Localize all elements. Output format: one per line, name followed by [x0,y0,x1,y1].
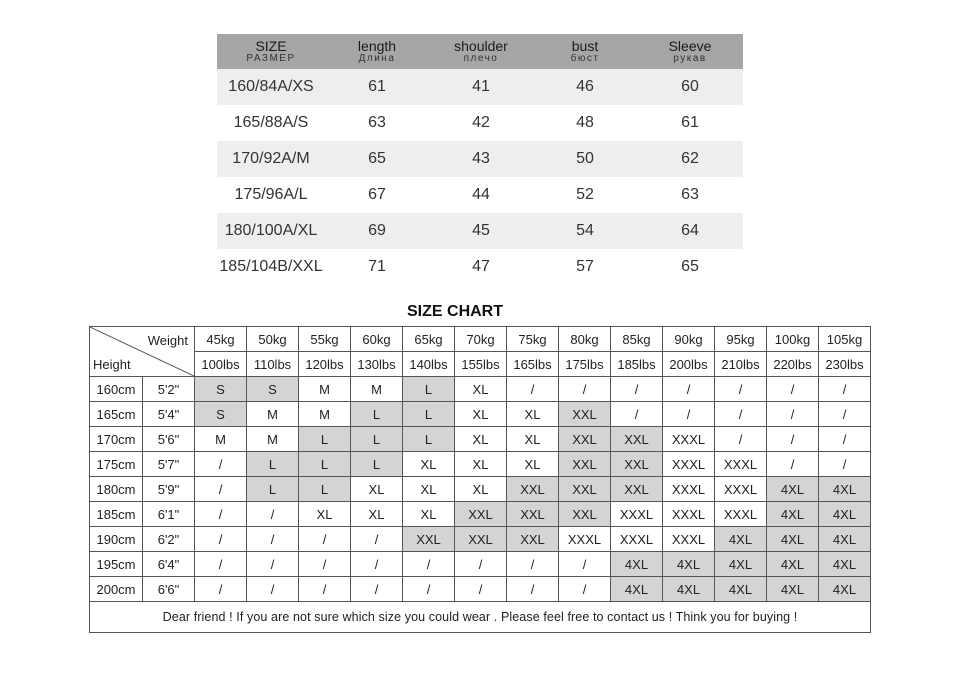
measurement-row [217,105,743,141]
size-cell: 4XL [819,477,871,502]
size-cell: / [247,552,299,577]
size-cell: / [819,427,871,452]
weight-lbs-cell: 120lbs [299,352,351,377]
weight-lbs-cell: 230lbs [819,352,871,377]
size-cell: XL [507,427,559,452]
size-cell: 4XL [715,577,767,602]
weight-kg-cell: 45kg [195,327,247,352]
weight-label: Weight [147,333,188,348]
size-cell: / [715,402,767,427]
measurement-cell: 160/84A/XS [228,78,314,95]
size-cell: / [195,452,247,477]
size-cell: / [247,502,299,527]
height-cm-cell: 165cm [90,402,143,427]
size-cell: XXL [507,527,559,552]
weight-kg-cell: 75kg [507,327,559,352]
measurement-cell: 67 [368,186,386,203]
size-cell: XXXL [715,452,767,477]
measurement-cell: 63 [368,114,386,131]
size-cell: L [299,452,351,477]
size-cell: / [195,552,247,577]
weight-kg-cell: 80kg [559,327,611,352]
size-cell: XXXL [663,452,715,477]
size-cell: L [351,427,403,452]
size-cell: XXXL [663,427,715,452]
height-cm-cell: 175cm [90,452,143,477]
size-cell: S [195,377,247,402]
measurement-row [217,249,743,285]
height-ft-cell: 6'6" [143,577,195,602]
size-cell: XXL [403,527,455,552]
size-cell: M [299,377,351,402]
size-cell: L [403,402,455,427]
size-cell: / [767,427,819,452]
size-cell: L [247,452,299,477]
header-size [217,34,325,69]
measurement-cell: 185/104B/XXL [219,258,323,275]
header-sleeve-en: Sleeve [668,38,712,54]
measurement-cell: 65 [368,150,386,167]
size-cell: XXXL [715,502,767,527]
weight-lbs-cell: 175lbs [559,352,611,377]
height-row [90,577,871,602]
size-cell: 4XL [767,477,819,502]
measurement-cell: 50 [576,150,594,167]
size-cell: XL [507,402,559,427]
size-cell: XL [455,452,507,477]
size-cell: XL [299,502,351,527]
size-cell: XL [455,427,507,452]
size-cell: 4XL [819,577,871,602]
size-cell: XL [403,502,455,527]
size-cell: L [247,477,299,502]
size-cell: / [715,427,767,452]
height-row [90,427,871,452]
height-cm-cell: 185cm [90,502,143,527]
size-cell: XL [455,377,507,402]
size-cell: / [819,452,871,477]
size-cell: XL [507,452,559,477]
size-cell: S [195,402,247,427]
header-bust-en: bust [571,38,599,54]
size-cell: 4XL [611,552,663,577]
size-cell: / [559,577,611,602]
weight-kg-cell: 100kg [767,327,819,352]
size-cell: XXXL [663,527,715,552]
size-cell: XL [403,477,455,502]
header-shoulder-en: shoulder [454,38,508,54]
height-cm-cell: 200cm [90,577,143,602]
header-size-ru: РАЗМЕР [246,53,296,64]
size-cell: M [351,377,403,402]
height-row [90,452,871,477]
weight-kg-row [90,327,871,352]
size-cell: XXL [455,502,507,527]
size-cell: / [611,402,663,427]
weight-lbs-row [90,352,871,377]
measurement-row [217,213,743,249]
weight-kg-cell: 70kg [455,327,507,352]
measurement-cell: 62 [681,150,699,167]
size-cell: / [351,552,403,577]
size-cell: / [195,477,247,502]
size-cell: L [351,452,403,477]
size-cell: 4XL [767,502,819,527]
height-row [90,477,871,502]
size-cell: XL [351,477,403,502]
height-ft-cell: 6'2" [143,527,195,552]
size-cell: 4XL [819,552,871,577]
size-cell: 4XL [767,552,819,577]
size-cell: / [663,402,715,427]
weight-kg-cell: 85kg [611,327,663,352]
note-row [90,602,871,633]
size-cell: / [195,577,247,602]
size-cell: / [247,527,299,552]
weight-lbs-cell: 185lbs [611,352,663,377]
size-cell: XXL [611,477,663,502]
measurement-table [217,34,743,285]
measurement-cell: 46 [576,78,594,95]
size-cell: L [299,477,351,502]
size-cell: XXL [455,527,507,552]
header-shoulder-ru: плечо [463,53,499,64]
measurement-cell: 61 [368,78,386,95]
measurement-cell: 44 [472,186,490,203]
size-cell: XXXL [559,527,611,552]
size-cell: 4XL [767,577,819,602]
size-chart-table [89,326,870,639]
size-cell: M [299,402,351,427]
size-cell: XXL [507,502,559,527]
height-row [90,502,871,527]
header-shoulder [429,34,533,69]
height-label: Height [93,357,131,372]
header-sleeve [637,34,743,69]
size-cell: / [767,377,819,402]
weight-kg-cell: 60kg [351,327,403,352]
height-cm-cell: 195cm [90,552,143,577]
size-cell: M [247,402,299,427]
measurement-row [217,69,743,105]
weight-kg-cell: 95kg [715,327,767,352]
height-row [90,402,871,427]
measurement-cell: 63 [681,186,699,203]
size-cell: 4XL [715,527,767,552]
height-cm-cell: 160cm [90,377,143,402]
corner-cell [90,327,195,377]
measurement-cell: 41 [472,78,490,95]
size-cell: / [247,577,299,602]
height-ft-cell: 6'1" [143,502,195,527]
height-cm-cell: 170cm [90,427,143,452]
measurement-cell: 60 [681,78,699,95]
size-cell: XXL [611,452,663,477]
header-length [325,34,429,69]
height-ft-cell: 5'7" [143,452,195,477]
size-cell: / [559,377,611,402]
measurement-cell: 43 [472,150,490,167]
size-cell: / [507,577,559,602]
size-cell: / [507,377,559,402]
size-cell: / [195,527,247,552]
weight-kg-cell: 105kg [819,327,871,352]
size-cell: XL [455,402,507,427]
size-cell: XXL [559,477,611,502]
measurement-cell: 170/92A/M [232,150,310,167]
measurement-cell: 42 [472,114,490,131]
weight-lbs-cell: 130lbs [351,352,403,377]
size-cell: / [195,502,247,527]
height-cm-cell: 180cm [90,477,143,502]
header-bust [533,34,637,69]
height-ft-cell: 5'4" [143,402,195,427]
size-cell: L [403,377,455,402]
size-cell: / [507,552,559,577]
measurement-cell: 71 [368,258,386,275]
weight-lbs-cell: 200lbs [663,352,715,377]
size-cell: / [299,577,351,602]
size-cell: XXXL [715,477,767,502]
measurement-rows [217,69,743,285]
measurement-cell: 65 [681,258,699,275]
weight-kg-cell: 55kg [299,327,351,352]
measurement-cell: 52 [576,186,594,203]
measurement-cell: 64 [681,222,699,239]
size-cell: / [819,402,871,427]
measurement-cell: 69 [368,222,386,239]
size-cell: 4XL [819,502,871,527]
size-cell: 4XL [663,577,715,602]
size-cell: / [299,552,351,577]
height-row [90,527,871,552]
header-length-en: length [357,38,397,54]
size-cell: / [819,377,871,402]
size-cell: XL [351,502,403,527]
size-cell: / [767,452,819,477]
size-cell: 4XL [767,527,819,552]
weight-kg-cell: 65kg [403,327,455,352]
size-cell: / [663,377,715,402]
weight-lbs-cell: 220lbs [767,352,819,377]
height-ft-cell: 5'6" [143,427,195,452]
size-cell: XXL [507,477,559,502]
size-cell: / [559,552,611,577]
size-cell: XXL [559,452,611,477]
weight-lbs-cell: 210lbs [715,352,767,377]
size-cell: / [715,377,767,402]
size-cell: XXXL [611,527,663,552]
size-cell: XXL [559,502,611,527]
size-cell: / [455,577,507,602]
size-cell: XXL [559,427,611,452]
measurement-cell: 180/100A/XL [224,222,318,239]
size-cell: / [403,577,455,602]
size-cell: XL [403,452,455,477]
weight-lbs-cell: 110lbs [247,352,299,377]
weight-lbs-cell: 155lbs [455,352,507,377]
weight-lbs-cell: 165lbs [507,352,559,377]
size-cell: 4XL [819,527,871,552]
size-cell: / [351,577,403,602]
size-chart-title: SIZE CHART [407,303,503,320]
size-cell: / [403,552,455,577]
measurement-row [217,141,743,177]
size-cell: / [611,377,663,402]
measurement-cell: 54 [576,222,594,239]
size-cell: XXXL [663,502,715,527]
size-cell: S [247,377,299,402]
measurement-row [217,177,743,213]
size-cell: L [403,427,455,452]
measurement-cell: 165/88A/S [233,114,309,131]
measurement-cell: 175/96A/L [234,186,308,203]
measurement-cell: 48 [576,114,594,131]
header-bust-ru: бюст [570,53,600,64]
height-cm-cell: 190cm [90,527,143,552]
size-cell: M [247,427,299,452]
height-row [90,552,871,577]
measurement-cell: 47 [472,258,490,275]
header-length-ru: Длина [358,53,396,64]
weight-kg-cell: 90kg [663,327,715,352]
size-cell: L [351,402,403,427]
size-cell: / [767,402,819,427]
header-sleeve-ru: рукав [673,53,707,64]
size-cell: XXL [611,427,663,452]
size-cell: L [299,427,351,452]
size-cell: / [351,527,403,552]
size-cell: 4XL [611,577,663,602]
height-row [90,377,871,402]
size-cell: 4XL [663,552,715,577]
measurement-cell: 61 [681,114,699,131]
size-cell: XL [455,477,507,502]
size-cell: M [195,427,247,452]
size-cell: XXXL [611,502,663,527]
measurement-header [217,34,743,69]
height-ft-cell: 5'9" [143,477,195,502]
measurement-cell: 57 [576,258,594,275]
height-ft-cell: 5'2" [143,377,195,402]
size-cell: 4XL [715,552,767,577]
size-cell: / [299,527,351,552]
weight-lbs-cell: 140lbs [403,352,455,377]
contact-note: Dear friend ! If you are not sure which size you could wear . Please feel free to contact us ! Think you for buying ! [90,602,871,633]
height-ft-cell: 6'4" [143,552,195,577]
size-cell: XXXL [663,477,715,502]
size-cell: XXL [559,402,611,427]
size-cell: / [455,552,507,577]
header-size-en: SIZE [255,38,287,54]
measurement-cell: 45 [472,222,490,239]
weight-lbs-cell: 100lbs [195,352,247,377]
weight-kg-cell: 50kg [247,327,299,352]
